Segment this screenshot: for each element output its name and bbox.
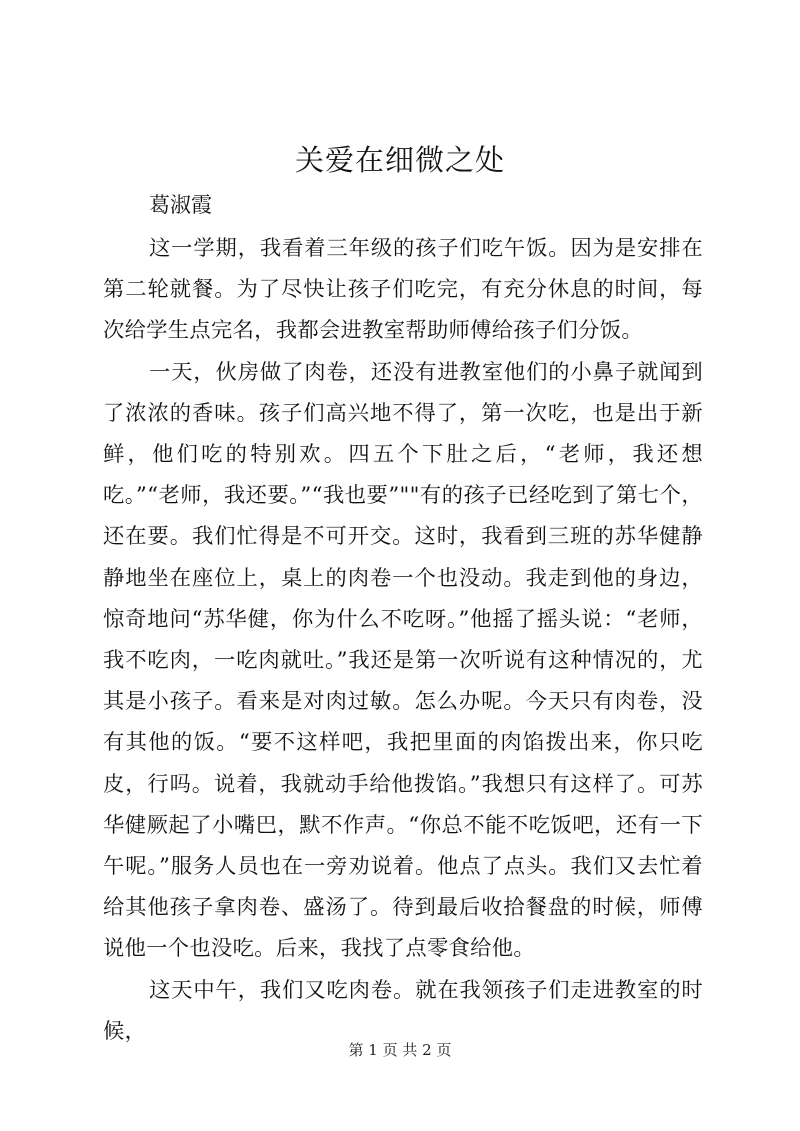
author-name: 葛淑霞	[149, 193, 212, 217]
paragraph-3: 这天中午，我们又吃肉卷。就在我领孩子们走进教室的时候，	[103, 977, 703, 1044]
document-body	[103, 228, 703, 1052]
paragraph-2: 一天，伙房做了肉卷，还没有进教室他们的小鼻子就闻到了浓浓的香味。孩子们高兴地不得了，第一次吃，也是出于新鲜，他们吃的特别欢。四五个下肚之后，“老师，我还想吃。”“老师，我还要。”“我也要”""有的孩子已经吃到了第七个，还在要。我们忙得是不可开交。这时，我看到三班的苏华健静静地坐在座位上，桌上的肉卷一个也没动。我走到他的身边，惊奇地问“苏华健，你为什么不吃呀。”他摇了摇头说：“老师，我不吃肉，一吃肉就吐。”我还是第一次听说有这种情况的，尤其是小孩子。看来是对肉过敏。怎么办呢。今天只有肉卷，没有其他的饭。“要不这样吧，我把里面的肉馅拨出来，你只吃皮，行吗。说着，我就动手给他拨馅。”我想只有这样了。可苏华健厥起了小嘴巴，默不作声。“你总不能不吃饭吧，还有一下午呢。”服务人员也在一旁劝说着。他点了点头。我们又去忙着给其他孩子拿肉卷、盛汤了。待到最后收拾餐盘的时候，师傅说他一个也没吃。后来，我找了点零食给他。	[103, 359, 703, 962]
paragraph-1: 这一学期，我看着三年级的孩子们吃午饭。因为是安排在第二轮就餐。为了尽快让孩子们吃完，有充分休息的时间，每次给学生点完名，我都会进教室帮助师傅给孩子们分饭。	[103, 236, 703, 344]
page-footer: 第 1 页 共 2 页	[348, 1041, 452, 1059]
document-title: 关爱在细微之处	[294, 143, 505, 177]
